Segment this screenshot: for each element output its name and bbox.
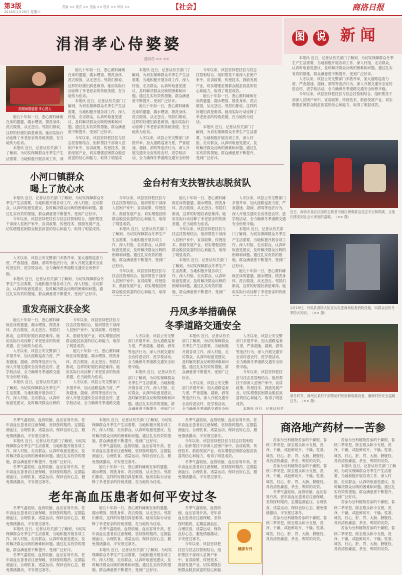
article-4-text-3: 入冬以来，该县公安交警部门多措并举，加大道路巡查力度，严查超速、超载、酒驾等违法行为，深入开展交通安全宣传进农村、进学校活动，全力确保冬季道路交通安全形势平稳。 今年以来，该县坚持把扶贫与扶志扶智相结合，组织帮扶干部深入贫困户家中，宣讲政策、传授技术、鼓励发展产业，切实增强贫困群众脱贫致富的信心和能力，取得了明显成效。 本报讯 近日，记者从有关 bbox=[236, 334, 284, 410]
article-6-text-3: 冬季气温较低，血管收缩，血压容易升高，老年高血压患者应注意保暖，坚持按时服药，定期监测血压，合理饮食，适量运动，保持良好心态，避免情绪激动，平安度过寒冬。 今年以来，该县坚持把扶贫与扶志扶智相结合，组织帮扶干部深入贫困户家中，宣讲政策、传授技术、鼓励发展产业，切实增强贫困群众脱贫致富的信心和能 bbox=[178, 506, 222, 572]
banner-text-1: 她几十年如一日，悉心照料瘫痪在床的婆婆，端水喂饭、擦洗身体、洗衣做饭，从无怨言。邻居们都说，这样的好媳妇真是难得。她用实际行动诠释了孝老爱亲的传统美德，在当地传为佳话。 本报讯 近日，记者从有关部门了解到，为切实保障群众冬季生产生活需要，当地积极开展各项工作，深 bbox=[6, 115, 64, 161]
article-1-text: 本报讯 近日，记者从有关部门了解到，为切实保障群众冬季生产生活需要，当地积极开展各项工作，深入村组、走访群众，认真听取意见建议，及时解决群众反映的困难和问题。通过扎实有效的措施，群众满意度不断提升，受到广泛好评。 今年以来，该县坚持把扶贫与扶志扶智相结合，组织帮扶干部深入贫困户家中，宣讲政策、传授技术、鼓励发展产业，切实增强贫困群众脱贫致富的信心和能力，取得了明显成效。 bbox=[6, 196, 104, 232]
news-photo-1 bbox=[290, 140, 398, 208]
article-3-intro: 入冬以来，该县公安交警部门多措并举，加大道路巡查力度，严查超速、超载、酒驾等违法行为，深入开展交通安全宣传进农村、进学校活动，全力确保冬季道路交通安全形势平稳。 本报讯 近日，记者从有关部门了解到，为切实保障群众冬季生产生活需要，当地积极开展各项工作，深入村组、走访群众，认真听取意见建议，及时解决群众反映的困难和问题。通过扎实有效的措施，群众满意度不断提升，受到广泛好评。 bbox=[6, 256, 104, 296]
article-4-text-2: 本报讯 近日，记者从有关部门了解到，为切实保障群众冬季生产生活需要，当地积极开展各项工作，深入村组、走访群众，认真听取意见建议，及时解决群众反映的困难和问题。通过扎实有效的措施，群众满意度不断提升，受到广泛好评。 入冬以来，该县公安交警部门多措并举，加大道路巡查力度，严查超速、超载、酒驾等违法行为，深入开展交通安全宣传进农村、进学校活动，全力确保冬季道路交通安全形 bbox=[182, 334, 230, 410]
article-2-title: 金台村有支扶智扶志脱贫队 bbox=[142, 179, 251, 189]
page-number: 第3版 bbox=[4, 2, 22, 10]
banner-text-4: 今年以来，该县坚持把扶贫与扶志扶智相结合，组织帮扶干部深入贫困户家中，宣讲政策、传授技术、鼓励发展产业，切实增强贫困群众脱贫致富的信心和能力，取得了明显成效。 她几十年如一日，悉心照料瘫痪在床的婆婆，端水喂饭、擦洗身体、洗衣做饭，从无怨言。邻居们都说，这样的好媳妇真是难得。她用实际行动诠释了孝老爱亲的传统美德，在当地传为佳话。 本报讯 近日，记者从有关部门了解到，为切实保障群众冬季生产生活需要，当地积极开展各项工作，深入村组、走访群众，认真听取意见建议，及时解决群众反映的困难和问题。通过扎实有效的措施，群众满意度不断提升，受到广泛好评。 bbox=[196, 68, 258, 160]
news-photo-3 bbox=[290, 324, 398, 392]
article-6-text-top-2: 本报讯 近日，记者从有关部门了解到，为切实保障群众冬季生产生活需要，当地积极开展各项工作，深入村组、走访群众，认真听取意见建议，及时解决群众反映的困难和问题。通过扎实有效的措施，群众满意度不断提升，受到广泛好评。 冬季气温较低，血管收缩，血压容易升高，老年高血压患者应注意保暖，坚持按时服药，定期监测血压，合理饮食，适量运动，保持良好心态，避免情绪激动，平安度过寒冬。 她几十年如一日，悉心照料瘫痪在床的婆婆，端水喂饭、擦洗身体、洗衣做饭，从无怨言。邻居们都说，这样的好媳妇真是难得。她用实际行动诠释了孝老爱亲的传统美德，在当地传为佳话。 bbox=[92, 418, 173, 485]
news-photo-1-caption: 近日，商洛市某社区组织志愿者为辖区困难群众送去冬衣和棉被，让他们感受到社会大家庭的温暖。（×× 摄） bbox=[290, 210, 396, 219]
article-3-text-2: 今年以来，该县坚持把扶贫与扶志扶智相结合，组织帮扶干部深入贫困户家中，宣讲政策、传授技术、鼓励发展产业，切实增强贫困群众脱贫致富的信心和能力，取得了明显成效。 她几十年如一日，悉心照料瘫痪在床的婆婆，端水喂饭、擦洗身体、洗衣做饭，从无怨言。邻居们都说，这样的好媳妇真是难得。她用实际行动诠释了孝老爱亲的传统美德，在当地传为佳话。 入冬以来，该县公安交警部门多措并举，加大道路巡查力度，严查超速、超载、酒驾等违法行为，深入开展交通安全宣传进农村、进学校活动，全力确保冬季道路交通 bbox=[66, 318, 120, 406]
masthead-editors: 责编 ×× 版式 ×× 美编 ×× 校对 ×× 审读 ×× bbox=[62, 5, 130, 9]
article-2-text-3: 入冬以来，该县公安交警部门多措并举，加大道路巡查力度，严查超速、超载、酒驾等违法行为，深入开展交通安全宣传进农村、进学校活动，全力确保冬季道路交通安全形势平稳。 本报讯 近日，记者从有关部门了解到，为切实保障群众冬季生产生活需要，当地积极开展各项工作，深入村组、走访群众，认真听取意见建议，及时解决群众反映的困难和问题。通过扎实有效的措施，群众满意度不断提升，受到广泛好评。 她几十年如一日，悉心照料瘫痪在床的婆婆，端水喂饭、擦洗身体、洗衣做饭，从无怨言。邻居们都说，这样的好媳妇真是难得。她用实际行动诠释了孝老爱亲的传统 bbox=[232, 196, 286, 294]
title-char-3: 新 bbox=[340, 26, 356, 44]
divider bbox=[0, 252, 108, 253]
article-4-title: 丹凤多举措确保 bbox=[169, 307, 237, 318]
article-6-text-1: 冬季气温较低，血管收缩，血压容易升高，老年高血压患者应注意保暖，坚持按时服药，定期监测血压，合理饮食，适量运动，保持良好心态，避免情绪激动，平安度过寒冬。 本报讯 近日，记者从有关部门了解到，为切实保障群众冬季生产生活需要，当地积极开展各项工作，深入村组、走访群众，认真听取意见建议，及时解决群众反映的困难和问题。通过扎实有效的措施，群众满意度不断提升，受到广泛好评。 冬季气温较低，血管收缩，血压容易升高，老年高血压患者应注意保暖，坚持按时服药，定期监测血压，合理饮食，适量运动，保持良好心态，避免情绪激动，平安度过寒冬。 bbox=[6, 506, 87, 572]
divider bbox=[0, 414, 402, 415]
photo-news-title bbox=[292, 24, 398, 46]
banner-photo bbox=[6, 66, 64, 106]
article-4-title-2: 冬季道路交通安全 bbox=[164, 321, 241, 332]
article-1-title-2: 喝上了放心水 bbox=[29, 185, 84, 195]
news-photo-3-caption: 寒冬时节，商州区某村干部帮助村民检修取暖设备，确保村民安全温暖过冬。（×× 摄） bbox=[290, 394, 396, 403]
ad-icon bbox=[237, 529, 251, 543]
paper-logo: 商洛日报 bbox=[352, 2, 384, 12]
article-2-text-2: 她几十年如一日，悉心照料瘫痪在床的婆婆，端水喂饭、擦洗身体、洗衣做饭，从无怨言。邻居们都说，这样的好媳妇真是难得。她用实际行动诠释了孝老爱亲的传统美德，在当地传为佳话。 今年以来，该县坚持把扶贫与扶志扶智相结合，组织帮扶干部深入贫困户家中，宣讲政策、传授技术、鼓励发展产业，切实增强贫困群众脱贫致富的信心和能力，取得了明显成效。 本报讯 近日，记者从有关部门了解到，为切实保障群众冬季生产生活需要，当地积极开展各项工作，深入村组、走访群众，认真听取意见建议，及时解决群众反映的困难和问题。通过扎实有效的措施，群众满意度不断提升，受到广 bbox=[172, 196, 227, 294]
banner-text-3: 本报讯 近日，记者从有关部门了解到，为切实保障群众冬季生产生活需要，当地积极开展各项工作，深入村组、走访群众，认真听取意见建议，及时解决群众反映的困难和问题。通过扎实有效的措施，群众满意度不断提升，受到广泛好评。 她几十年如一日，悉心照料瘫痪在床的婆婆，端水喂饭、擦洗身体、洗衣做饭，从无怨言。邻居们都说，这样的好媳妇真是难得。她用实际行动诠释了孝老爱亲的传统美德，在当地传为佳话。 入冬以来，该县公安交警部门多措并举，加大道路巡查力度，严查超速、超载、酒驾等违法行为，深入开展交通安全宣传进农村、进学校活动，全力确保冬季道路交通安全形势 bbox=[132, 68, 191, 160]
article-6-text-2: 她几十年如一日，悉心照料瘫痪在床的婆婆，端水喂饭、擦洗身体、洗衣做饭，从无怨言。邻居们都说，这样的好媳妇真是难得。她用实际行动诠释了孝老爱亲的传统美德，在当地传为佳话。 冬季气温较低，血管收缩，血压容易升高，老年高血压患者应注意保暖，坚持按时服药，定期监测血压，合理饮食，适量运动，保持良好心态，避免情绪激动，平安度过寒冬。 本报讯 近日，记者从有关部门了解到，为切实保障群众冬季生产生活需要，当地积极开展各项工作，深入村组、走访群众，认真听取意见建议，及时解决群众反映的困难和问题。通过扎实有效的措施，群众满意度不断提升，受到广泛好评。 bbox=[92, 506, 173, 572]
masthead-date: 2018年1月20日 星期六 bbox=[4, 10, 41, 14]
section-name: 社会 bbox=[179, 3, 193, 11]
banner-photo-caption: 照顾病榻婆婆 孝心感人 bbox=[6, 106, 64, 112]
article-3-text: 她几十年如一日，悉心照料瘫痪在床的婆婆，端水喂饭、擦洗身体、洗衣做饭，从无怨言。邻居们都说，这样的好媳妇真是难得。她用实际行动诠释了孝老爱亲的传统美德，在当地传为佳话。 入冬以来，该县公安交警部门多措并举，加大道路巡查力度，严查超速、超载、酒驾等违法行为，深入开展交通安全宣传进农村、进学校活动，全力确保冬季道路交通安全形势平稳。 本报讯 近日，记者从有关部门了解到，为切实保障群众冬季生产生活需要，当地积极开展各项工作，深入村组、走访群众，认真听取意见建议，及时解决群众反映的 bbox=[6, 318, 61, 406]
section-tag: 【社会】 bbox=[172, 3, 200, 11]
ad-label: 健康专刊 bbox=[237, 547, 253, 551]
article-6-title: 老年高血压患者如何平安过冬 bbox=[48, 490, 218, 504]
article-2-text-1: 今年以来，该县坚持把扶贫与扶志扶智相结合，组织帮扶干部深入贫困户家中，宣讲政策、传授技术、鼓励发展产业，切实增强贫困群众脱贫致富的信心和能力，取得了明显成效。 本报讯 近日，记者从有关部门了解到，为切实保障群众冬季生产生活需要，当地积极开展各项工作，深入村组、走访群众，认真听取意见建议，及时解决群众反映的困难和问题。通过扎实有效的措施，群众满意度不断提升，受到广泛好评。 今年以来，该县坚持把扶贫与扶志扶智相结合，组织帮扶干部深入贫困户家中，宣讲政策、传授技术、鼓励发展产业，切实增强贫困群众脱贫致富的信心和能力，取得 bbox=[112, 196, 167, 294]
article-6-text-top-3: 冬季气温较低，血管收缩，血压容易升高，老年高血压患者应注意保暖，坚持按时服药，定期监测血压，合理饮食，适量运动，保持良好心态，避免情绪激动，平安度过寒冬。 今年以来，该县坚持把扶贫与扶志扶智相结合，组织帮扶干部深入贫困户家中，宣讲政策、传授技术、鼓励发展产业，切实增强贫困群众脱贫致富的信心和能力，取得了明显成效。 冬季气温较低，血管收缩，血压容易升高，老年高血压患者应注意保暖，坚持按时服药，定期监测血压，合理饮食，适量运动，保持良好心态，避免情绪激动，平安度过寒冬。 bbox=[178, 418, 258, 480]
title-char-4: 闻 bbox=[360, 26, 376, 44]
title-char-2: 说 bbox=[313, 30, 329, 46]
divider bbox=[262, 414, 263, 575]
article-1-title: 小河口镇群众 bbox=[29, 173, 84, 183]
news-photo-2 bbox=[290, 234, 398, 304]
news-photo-2-caption: 1月19日，丹凤县消防大队官兵走进商场检查消防设施，向群众宣传冬季防火知识。（×× 摄） bbox=[290, 306, 395, 315]
article-3-title: 重发亮丽文获金奖 bbox=[21, 305, 90, 315]
article-5-text-1: 苦参为豆科植物苦参的干燥根，春秋二季采挖，除去根头和小支根，洗净，干燥，或趁鲜切片，干燥。性寒，味苦，归心、肝、胃、大肠、膀胱经，具有清热燥湿、杀虫、利尿的功效。 苦参为豆科植物苦参的干燥根，春秋二季采挖，除去根头和小支根，洗净，干燥，或趁鲜切片，干燥。性寒，味苦，归心、肝、胃、大肠、膀胱经，具有清热燥湿、杀虫、利尿的功效。 冬季气温较低，血管收缩，血压容易升高，老年高血压患者应注意保暖，坚持按时服药，定期监测血压，合理饮食，适量运动，保持良好心态，避免情绪激动，平安度过寒冬。 苦参为豆科植物苦参的干燥根，春秋二季采挖，除去根头和小支根，洗净，干燥，或趁鲜切片，干燥。性寒，味苦，归心、肝、胃、大肠、膀胱经，具有清热燥湿、杀虫、利尿的功效。 bbox=[266, 438, 328, 541]
divider bbox=[0, 164, 284, 165]
photo-news-text: 本报讯 近日，记者从有关部门了解到，为切实保障群众冬季生产生活需要，当地积极开展各项工作，深入村组、走访群众，认真听取意见建议，及时解决群众反映的困难和问题。通过扎实有效的措施，群众满意度不断提升，受到广泛好评。 入冬以来，该县公安交警部门多措并举，加大道路巡查力度，严查超速、超载、酒驾等违法行为，深入开展交通安全宣传进农村、进学校活动，全力确保冬季道路交通安全形势平稳。 今年以来，该县坚持把扶贫与扶志扶智相结合，组织帮扶干部深入贫困户家中，宣讲政策、传授技术、鼓励发展产业，切实增强贫困群众脱贫致富的信心和能力，取得了明显成效。 bbox=[292, 56, 394, 107]
title-char-1: 图 bbox=[292, 30, 308, 46]
article-6-text-top-1: 冬季气温较低，血管收缩，血压容易升高，老年高血压患者应注意保暖，坚持按时服药，定期监测血压，合理饮食，适量运动，保持良好心态，避免情绪激动，平安度过寒冬。 本报讯 近日，记者从有关部门了解到，为切实保障群众冬季生产生活需要，当地积极开展各项工作，深入村组、走访群众，认真听取意见建议，及时解决群众反映的困难和问题。通过扎实有效的措施，群众满意度不断提升，受到广泛好评。 冬季气温较低，血管收缩，血压容易升高，老年高血压患者应注意保暖，坚持按时服药，定期监测血压，合理饮食，适量运动，保持良好心态，避免情绪激动，平安度过寒冬。 bbox=[6, 418, 87, 485]
banner-title: 涓涓孝心侍婆婆 bbox=[56, 35, 183, 53]
masthead-rule bbox=[0, 15, 402, 16]
banner-text-2: 她几十年如一日，悉心照料瘫痪在床的婆婆，端水喂饭、擦洗身体、洗衣做饭，从无怨言。邻居们都说，这样的好媳妇真是难得。她用实际行动诠释了孝老爱亲的传统美德，在当地传为佳话。 本报讯 近日，记者从有关部门了解到，为切实保障群众冬季生产生活需要，当地积极开展各项工作，深入村组、走访群众，认真听取意见建议，及时解决群众反映的困难和问题。通过扎实有效的措施，群众满意度不断提升，受到广泛好评。 今年以来，该县坚持把扶贫与扶志扶智相结合，组织帮扶干部深入贫困户家中，宣讲政策、传授技术、鼓励发展产业，切实增强贫困群众脱贫致富的信心和能力，取得了明显成 bbox=[68, 68, 127, 160]
banner-byline: 通讯员 ×× ×× bbox=[144, 57, 170, 61]
health-ad-box bbox=[228, 522, 262, 564]
masthead bbox=[0, 0, 402, 16]
article-4-text-1: 入冬以来，该县公安交警部门多措并举，加大道路巡查力度，严查超速、超载、酒驾等违法行为，深入开展交通安全宣传进农村、进学校活动，全力确保冬季道路交通安全形势平稳。 本报讯 近日，记者从有关部门了解到，为切实保障群众冬季生产生活需要，当地积极开展各项工作，深入村组、走访群众，认真听取意见建议，及时解决群众反映的困难和问题。通过扎实有效的措施，群众满意度不断提升，受到广泛 bbox=[128, 334, 176, 410]
article-5-text-2: 苦参为豆科植物苦参的干燥根，春秋二季采挖，除去根头和小支根，洗净，干燥，或趁鲜切片，干燥。性寒，味苦，归心、肝、胃、大肠、膀胱经，具有清热燥湿、杀虫、利尿的功效。 本报讯 近日，记者从有关部门了解到，为切实保障群众冬季生产生活需要，当地积极开展各项工作，深入村组、走访群众，认真听取意见建议，及时解决群众反映的困难和问题。通过扎实有效的措施，群众满意度不断提升，受到广泛好评。 苦参为豆科植物苦参的干燥根，春秋二季采挖，除去根头和小支根，洗净，干燥，或趁鲜切片，干燥。性寒，味苦，归心、肝、胃、大肠、膀胱经，具有清热燥湿、杀虫、利尿的功效。 苦参为豆科植物苦参的干燥根，春秋二季采挖，除去根头和小支根，洗净，干燥，或趁鲜切片，干燥。性寒，味苦，归心、肝、胃、大肠、膀胱经，具有清热燥湿、杀虫、利尿的功效。 bbox=[334, 438, 397, 552]
article-5-title: 商洛地产药材——苦参 bbox=[280, 422, 386, 434]
